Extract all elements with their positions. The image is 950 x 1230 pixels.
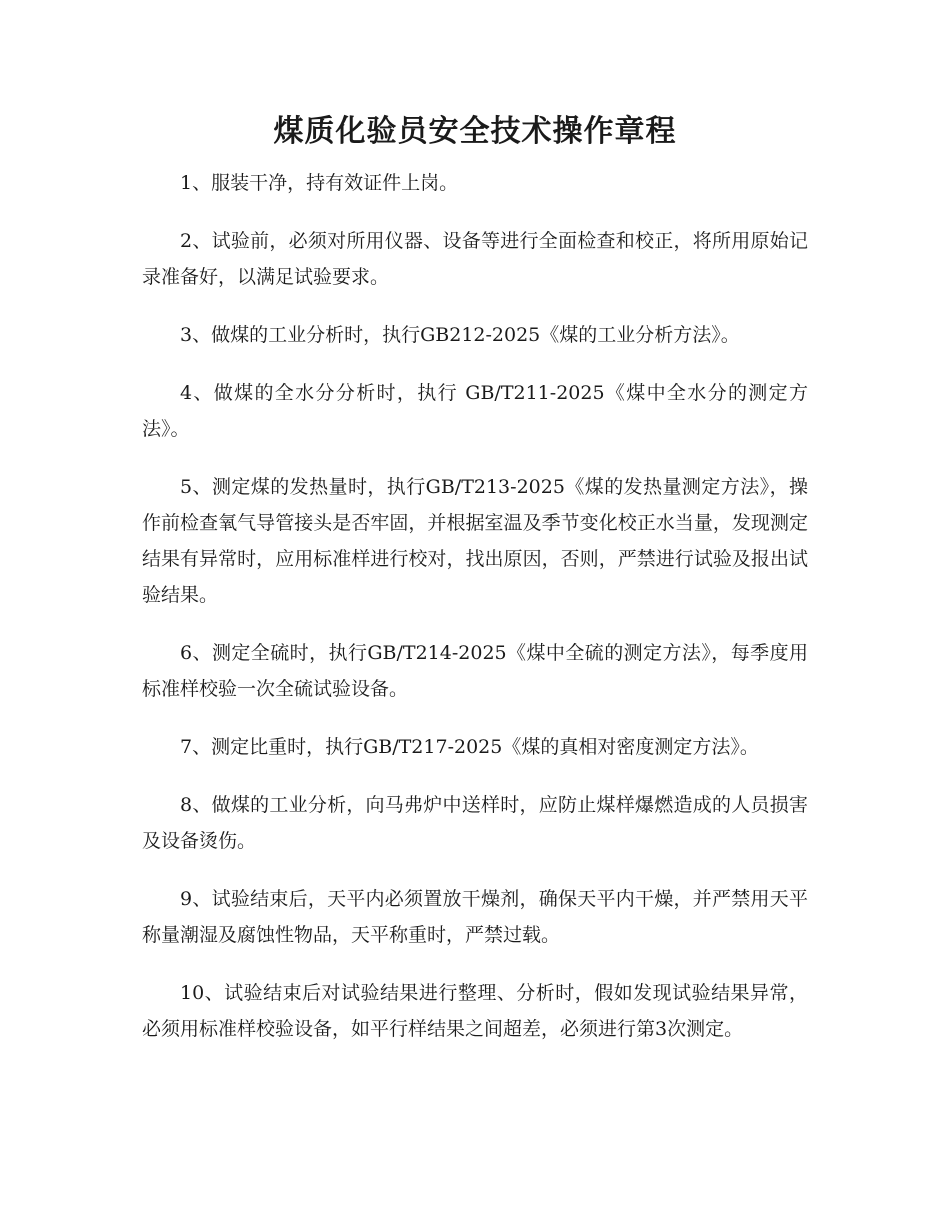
paragraph-9: 9、试验结束后，天平内必须置放干燥剂，确保天平内干燥，并严禁用天平称量潮湿及腐蚀性物品，天平称重时，严禁过载。	[142, 888, 808, 946]
paragraph-5: 5、测定煤的发热量时，执行GB/T213-2025《煤的发热量测定方法》，操作前检查氧气导管接头是否牢固，并根据室温及季节变化校正水当量，发现测定结果有异常时，应用标准样进行校对，找出原因，否则，严禁进行试验及报出试验结果。	[142, 476, 808, 606]
paragraph-7: 7、测定比重时，执行GB/T217-2025《煤的真相对密度测定方法》。	[180, 736, 759, 758]
document-body	[142, 165, 808, 1069]
paragraph-6: 6、测定全硫时，执行GB/T214-2025《煤中全硫的测定方法》，每季度用标准样校验一次全硫试验设备。	[142, 642, 808, 700]
paragraph-1: 1、服装干净，持有效证件上岗。	[180, 172, 459, 194]
paragraph-4: 4、做煤的全水分分析时，执行 GB/T211-2025《煤中全水分的测定方法》。	[142, 382, 808, 440]
paragraph-10: 10、试验结束后对试验结果进行整理、分析时，假如发现试验结果异常，必须用标准样校验设备，如平行样结果之间超差，必须进行第3次测定。	[142, 982, 808, 1040]
paragraph-2: 2、试验前，必须对所用仪器、设备等进行全面检查和校正，将所用原始记录准备好，以满足试验要求。	[142, 230, 808, 288]
document-title: 煤质化验员安全技术操作章程	[273, 114, 677, 149]
paragraph-3: 3、做煤的工业分析时，执行GB212-2025《煤的工业分析方法》。	[180, 324, 740, 346]
paragraph-8: 8、做煤的工业分析，向马弗炉中送样时，应防止煤样爆燃造成的人员损害及设备烫伤。	[142, 794, 808, 852]
